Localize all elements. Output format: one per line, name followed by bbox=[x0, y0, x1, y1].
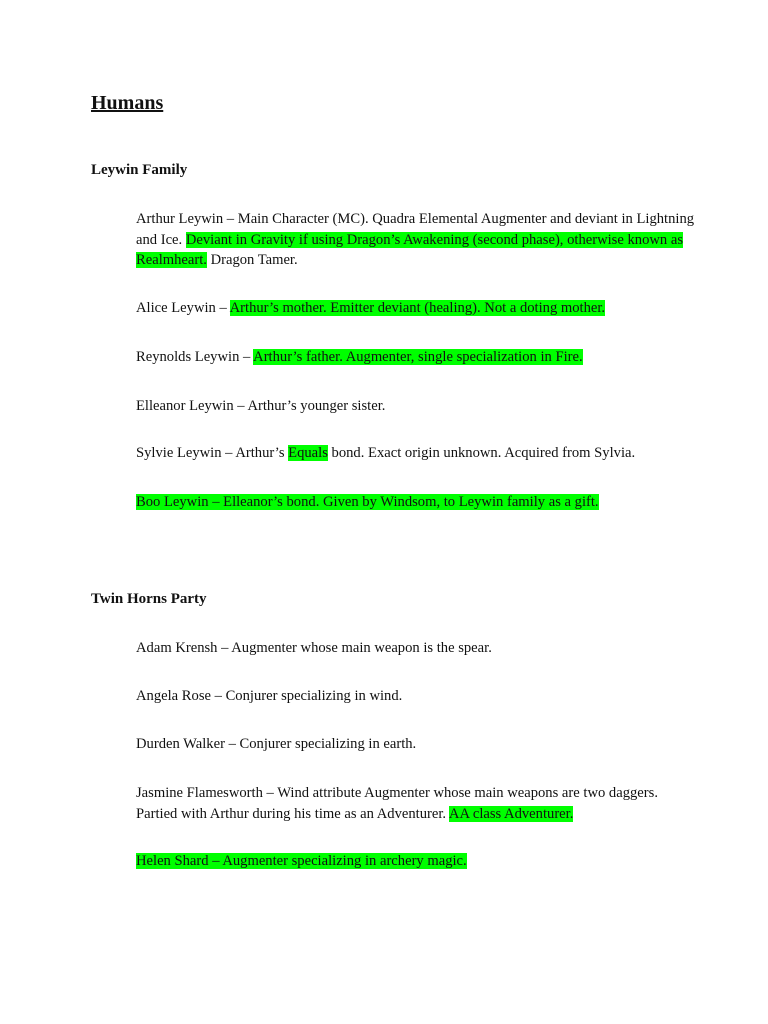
highlighted-text: Arthur’s mother. Emitter deviant (healing). Not a doting mother. bbox=[229, 300, 606, 316]
entry-alice-leywin bbox=[136, 298, 696, 319]
entry-boo-leywin bbox=[136, 492, 696, 513]
entry-text: Dragon Tamer. bbox=[206, 252, 298, 268]
entry-text: Sylvie Leywin – Arthur’s bbox=[136, 445, 289, 461]
entry-durden-walker bbox=[136, 734, 696, 755]
highlighted-text: AA class Adventurer. bbox=[448, 805, 574, 822]
page-title: Humans bbox=[91, 92, 164, 114]
entry-text: Arthur Leywin – Main Character (MC). Quadra Elemental Augmenter and deviant in Lightning and Ice. bbox=[136, 211, 695, 248]
entry-text: bond. Exact origin unknown. Acquired from Sylvia. bbox=[327, 445, 636, 461]
entry-text: Jasmine Flamesworth – Wind attribute Augmenter whose main weapons are two daggers. Partied with Arthur during his time as an Adventurer. bbox=[136, 785, 658, 822]
entry-sylvie-leywin bbox=[136, 443, 696, 464]
highlighted-text: Deviant in Gravity if using Dragon’s Awakening (second phase), otherwise known as Realmheart. bbox=[136, 231, 684, 268]
entry-reynolds-leywin bbox=[136, 347, 696, 368]
highlighted-text: Helen Shard – Augmenter specializing in archery magic. bbox=[136, 853, 467, 869]
highlighted-text: Arthur’s father. Augmenter, single specialization in Fire. bbox=[253, 349, 583, 365]
entry-adam-krensh bbox=[136, 638, 696, 659]
highlighted-text: Boo Leywin – Elleanor’s bond. Given by Windsom, to Leywin family as a gift. bbox=[136, 494, 599, 510]
highlighted-text: Equals bbox=[288, 445, 328, 461]
entry-text: Reynolds Leywin – bbox=[136, 349, 254, 365]
entry-text: Elleanor Leywin – Arthur’s younger sister. bbox=[136, 398, 386, 414]
entry-text: Adam Krensh – Augmenter whose main weapon is the spear. bbox=[136, 640, 492, 656]
entry-elleanor-leywin bbox=[136, 396, 696, 417]
entry-text: Alice Leywin – bbox=[136, 300, 230, 316]
entry-text: Durden Walker – Conjurer specializing in earth. bbox=[136, 736, 417, 752]
entry-jasmine-flamesworth bbox=[136, 783, 696, 824]
section-heading-twin-horns-party: Twin Horns Party bbox=[91, 591, 207, 607]
entry-arthur-leywin bbox=[136, 209, 696, 271]
section-heading-leywin-family: Leywin Family bbox=[91, 162, 188, 178]
entry-angela-rose bbox=[136, 686, 696, 707]
entry-text: Angela Rose – Conjurer specializing in wind. bbox=[136, 688, 403, 704]
entry-helen-shard bbox=[136, 851, 696, 872]
